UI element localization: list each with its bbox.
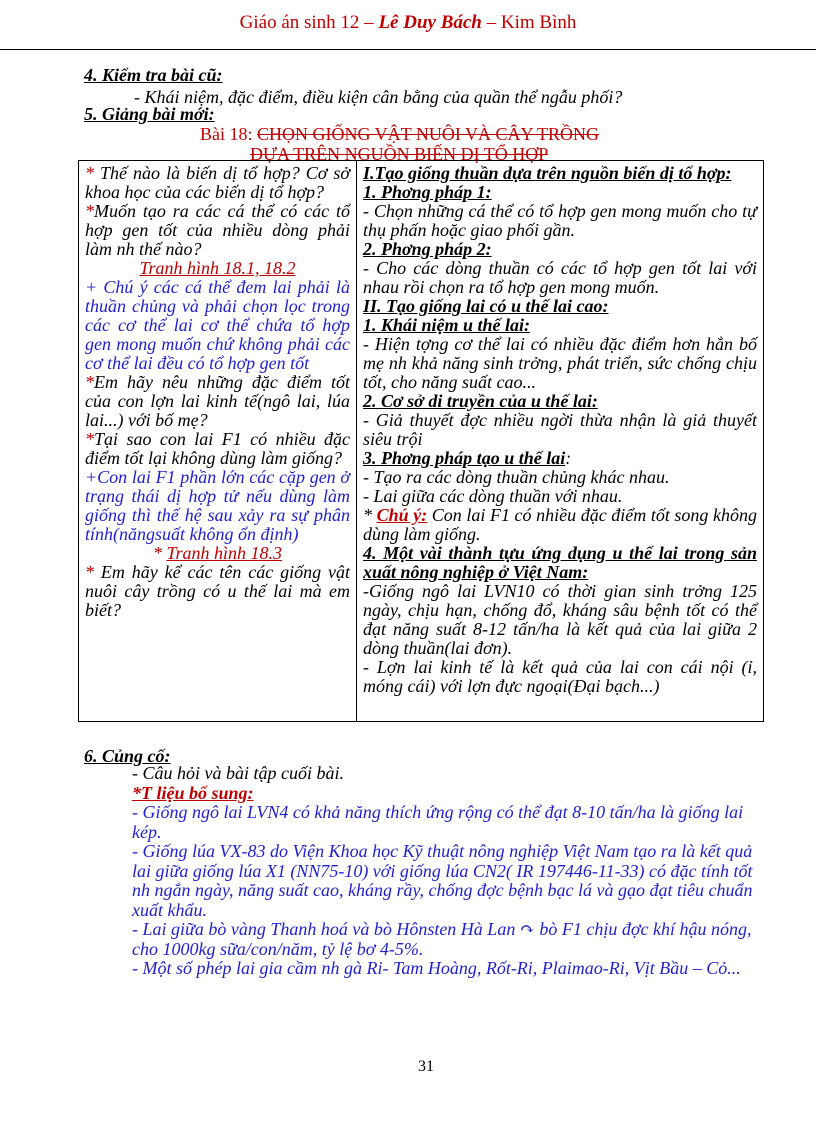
figure-ref-18-1: Tranh hình 18.1, 18.2: [139, 258, 296, 278]
content-p4: - Giả thuyết đợc nhiều ngời thừa nhận là giả thuyết siêu trội: [363, 410, 757, 449]
supplement-2: - Giống lúa VX-83 do Viện Khoa học Kỹ thuật nông nghiệp Việt Nam tạo ra là kết quả lai giữa giống lúa X1 (NN75-10) với giống lúa CN2( IR 197446-11-33) có đặc tính tốt nh ngắn ngày, năng suất cao, kháng rầy, chống đợc bệnh bạc lá và gạo đạt tiêu chuẩn xuất khẩu.: [132, 841, 753, 920]
content-column: [357, 161, 764, 722]
heading-2-2: 2. Cơ sở di truyền của u thế lai:: [363, 391, 598, 411]
lesson-title-1: CHỌN GIỐNG VẬT NUÔI VÀ CÂY TRỒNG: [257, 124, 600, 144]
question-2: *Muốn tạo ra các cá thể có các tổ hợp gen tốt của nhiều dòng phải làm nh thế nào?: [85, 201, 350, 259]
page-number: 31: [418, 1058, 434, 1075]
supplement-4: - Một số phép lai gia cầm nh gà Ri- Tam Hoàng, Rốt-Ri, Plaimao-Ri, Vịt Bầu – Cỏ...: [132, 958, 741, 978]
content-p2: - Cho các dòng thuần có các tổ hợp gen tốt lai với nhau rồi chọn ra tổ hợp gen mong muốn.: [363, 258, 757, 297]
content-p7: * Chú ý: Con lai F1 có nhiều đặc điểm tốt song không dùng làm giống.: [363, 505, 758, 544]
header-prefix: Giáo án sinh 12 –: [239, 12, 379, 33]
review-item: - Câu hỏi và bài tập cuối bài.: [132, 763, 344, 783]
section-5-title: 5. Giảng bài mới:: [84, 104, 215, 124]
content-p5: - Tạo ra các dòng thuần chủng khác nhau.: [363, 467, 670, 487]
question-3: *Em hãy nêu những đặc điểm tốt của con lợn lai kinh tế(ngô lai, lúa lai...) với bố mẹ?: [85, 372, 350, 430]
header-suffix: – Kim Bình: [481, 12, 577, 33]
supplement-3: - Lai giữa bò vàng Thanh hoá và bò Hônsten Hà Lan ↷ bò F1 chịu đợc khí hậu nóng, cho 1000kg sữa/con/năm, tỷ lệ bơ 4-5%.: [132, 919, 752, 959]
question-4: *Tại sao con lai F1 có nhiều đặc điểm tốt lại không dùng làm giống?: [85, 429, 350, 468]
note-1: + Chú ý các cá thể đem lai phải là thuần chủng và phải chọn lọc trong các cơ thể lai cơ thể chứa tổ hợp gen mong muốn chứ không phải các cơ thể lai đều có tổ hợp gen tốt: [85, 277, 350, 373]
lesson-title-line-1: [200, 124, 599, 145]
content-p3: - Hiện tợng cơ thể lai có nhiều đặc điểm hơn hẳn bố mẹ nh khả năng sinh trởng, phát triển, sức chống chịu tốt, cho năng suất cao...: [363, 334, 757, 392]
question-5: * Em hãy kể các tên các giống vật nuôi cây trồng có u thế lai mà em biết?: [85, 562, 350, 620]
teacher-activity-column: [79, 161, 357, 722]
lesson-table: [78, 160, 764, 722]
question-1: * Thế nào là biến dị tổ hợp? Cơ sở khoa học của các biến dị tổ hợp?: [85, 163, 351, 202]
heading-2-1: 1. Khái niệm u thế lai:: [363, 315, 531, 335]
heading-1-1: 1. Phơng pháp 1:: [363, 182, 492, 202]
content-p8: -Giống ngô lai LVN10 có thời gian sinh trởng 125 ngày, chịu hạn, chống đổ, kháng sâu bệnh tốt có thể đạt năng suất 8-12 tấn/ha là kết quả của lai giữa 2 dòng thuần(lai đơn).: [363, 581, 757, 658]
section-6-body: [132, 764, 772, 979]
header-divider: [0, 49, 816, 50]
content-p1: - Chọn những cá thể có tổ hợp gen mong muốn cho tự thụ phấn hoặc giao phối gần.: [363, 201, 757, 240]
heading-2-4: 4. Một vài thành tựu ứng dụng u thế lai trong sản xuất nông nghiệp ở Việt Nam:: [363, 543, 757, 582]
header-author: Lê Duy Bách: [378, 12, 482, 33]
heading-2: II. Tạo giống lai có u thế lai cao:: [363, 296, 609, 316]
content-p6: - Lai giữa các dòng thuần với nhau.: [363, 486, 623, 506]
note-2: +Con lai F1 phần lớn các cặp gen ở trạng thái dị hợp tử nếu dùng làm giống thì thế hệ sau xảy ra sự phân tính(năngsuất không ổn định): [85, 467, 350, 544]
supplementary-label: *T liệu bổ sung:: [132, 782, 254, 803]
supplement-1: - Giống ngô lai LVN4 có khả năng thích ứng rộng có thể đạt 8-10 tấn/ha là giống lai kép.: [132, 802, 744, 842]
heading-2-3: 3. Phơng pháp tạo u thế lai:: [363, 448, 572, 468]
section-4-question: - Khái niệm, đặc điểm, điều kiện cân bằng của quần thể ngẫu phối?: [134, 87, 623, 107]
section-6-title: 6. Củng cố:: [84, 746, 171, 766]
content-p9: - Lợn lai kinh tế là kết quả của lai con cái nội (ỉ, móng cái) với lợn đực ngoại(Đại bạch...): [363, 657, 757, 696]
lesson-label: Bài 18:: [200, 124, 257, 144]
figure-ref-18-3: * Tranh hình 18.3: [152, 543, 283, 563]
section-4-title: 4. Kiểm tra bài cũ:: [84, 65, 223, 85]
heading-1: I.Tạo giống thuần dựa trên nguồn biến dị tổ hợp:: [363, 163, 732, 183]
lesson-title-2: DỰA TRÊN NGUỒN BIẾN DỊ TỔ HỢP: [250, 144, 549, 164]
page-header: [0, 12, 816, 34]
heading-1-2: 2. Phơng pháp 2:: [363, 239, 492, 259]
